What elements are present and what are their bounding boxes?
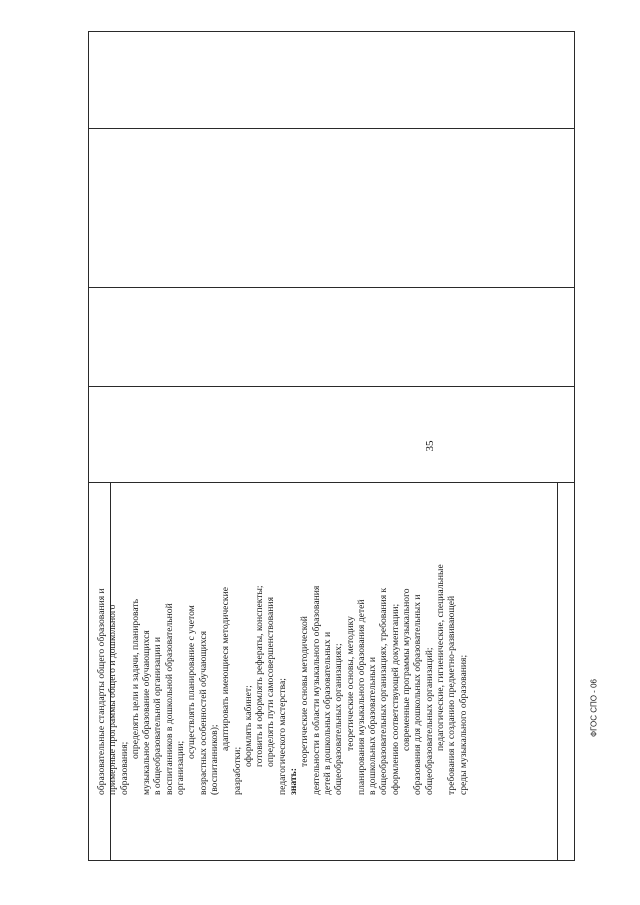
text-line: среды музыкального образования;: [457, 654, 469, 795]
text-line: в дошкольных образовательных и: [367, 657, 379, 795]
text-line: в общеобразовательной организации и: [152, 636, 164, 795]
text-line: организации;: [175, 740, 187, 795]
text-line: адаптировать имеющиеся методические: [220, 587, 232, 751]
text-line: общеобразовательных организациях, требования к: [378, 587, 390, 795]
section-heading: знать:: [288, 768, 300, 795]
text-line: педагогические, гигиенические, специальные: [434, 564, 446, 751]
text-line: музыкальное образование обучающихся: [141, 630, 153, 795]
text-line: возрастных особенностей обучающихся: [197, 630, 209, 795]
text-line: оформлять кабинет;: [242, 685, 254, 767]
text-line: детей в дошкольных образовательных и: [321, 631, 333, 795]
text-line: определять пути самосовершенствования: [265, 597, 277, 767]
text-line: общеобразовательных организаций;: [423, 647, 435, 795]
table-divider-3: [88, 386, 575, 387]
text-line: теоретические основы методической: [299, 616, 311, 767]
text-line: требования к созданию предметно-развивающей: [446, 595, 458, 795]
text-line: современные программы музыкального: [401, 588, 413, 751]
text-line: готовить и оформлять рефераты, конспекты;: [254, 585, 266, 767]
footer-code: ФГОС СПО - 06: [589, 679, 599, 737]
text-line: общеобразовательных организациях;: [333, 643, 345, 795]
text-line: планирования музыкального образования детей: [355, 599, 367, 795]
competency-text-block: [96, 495, 469, 795]
table-divider-4: [88, 482, 575, 483]
text-line: педагогического мастерства;: [276, 678, 288, 795]
text-line: воспитанников в дошкольной образовательной: [163, 603, 175, 795]
page-number: 35: [424, 440, 436, 452]
text-line: оформлению соответствующей документации;: [389, 603, 401, 795]
table-divider-2: [88, 287, 575, 288]
text-line: (воспитанников);: [208, 724, 220, 795]
text-line: деятельности в области музыкального образования: [310, 585, 322, 795]
text-line: теоретические основы, методику: [344, 616, 356, 751]
text-line: разработки;: [231, 746, 243, 795]
text-line: осуществлять планирование с учетом: [186, 605, 198, 759]
column-divider-2: [557, 482, 558, 861]
text-line: образования для дошкольных образовательных и: [412, 594, 424, 795]
text-line: образовательные стандарты общего образования и: [96, 588, 107, 795]
text-line: определять цели и задачи, планировать: [129, 599, 141, 759]
table-divider-1: [88, 128, 575, 129]
text-line: образования;: [118, 741, 130, 795]
text-line: примерные программы общего и дошкольного: [107, 604, 119, 795]
